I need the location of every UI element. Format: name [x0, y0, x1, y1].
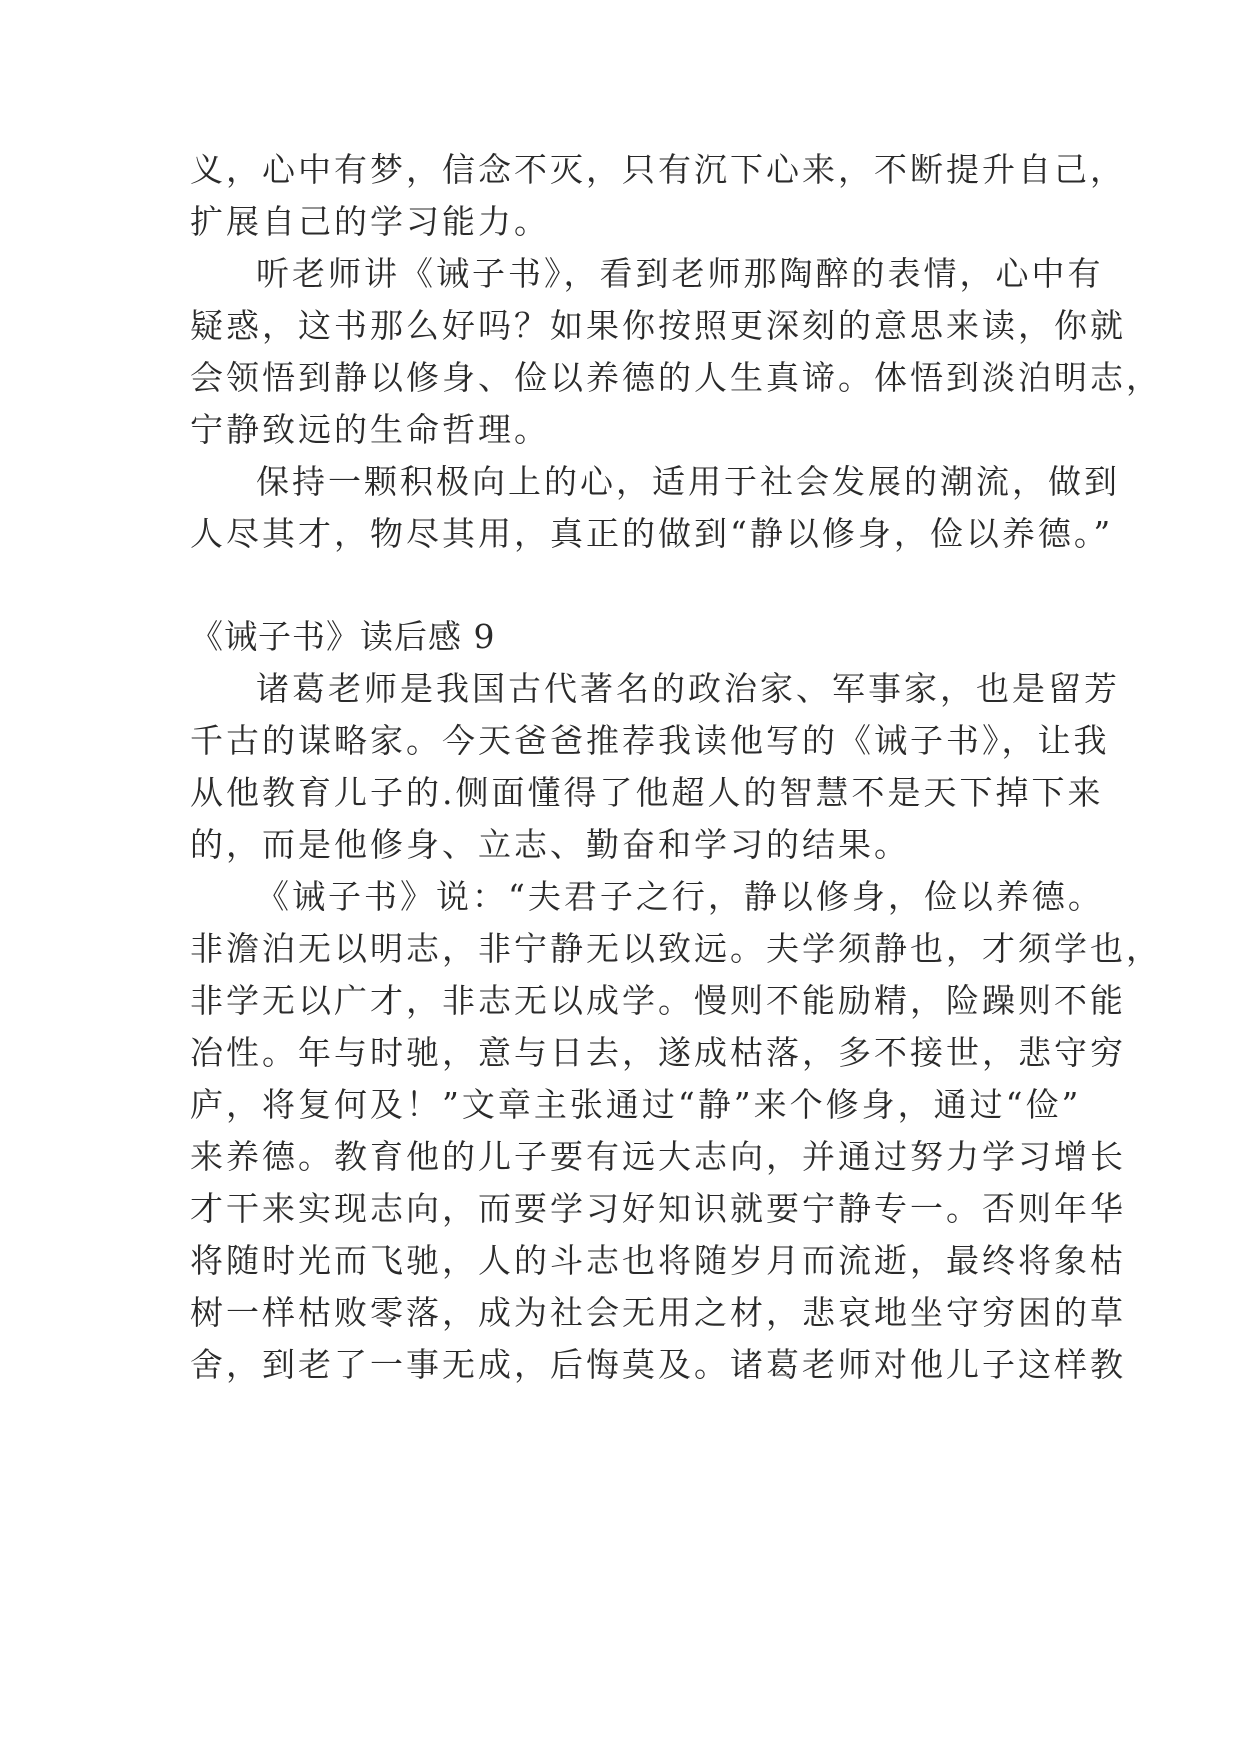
- text-line: 才干来实现志向，而要学习好知识就要宁静专一。否则年华: [190, 1189, 1126, 1228]
- text-line: 扩展自己的学习能力。: [190, 202, 550, 241]
- text-line: 树一样枯败零落，成为社会无用之材，悲哀地坐守穷困的草: [190, 1293, 1126, 1332]
- text-line: 《诫子书》说：“夫君子之行，静以修身，俭以养德。: [256, 877, 1104, 916]
- text-line: 疑惑，这书那么好吗？如果你按照更深刻的意思来读，你就: [190, 306, 1126, 345]
- text-line: 会领悟到静以修身、俭以养德的人生真谛。体悟到淡泊明志，: [190, 358, 1162, 397]
- text-line: 听老师讲《诫子书》，看到老师那陶醉的表情，心中有: [256, 254, 1104, 293]
- text-line: 非学无以广才，非志无以成学。慢则不能励精，险躁则不能: [190, 981, 1126, 1020]
- text-line: 来养德。教育他的儿子要有远大志向，并通过努力学习增长: [190, 1137, 1126, 1176]
- text-line: 诸葛老师是我国古代著名的政治家、军事家，也是留芳: [256, 669, 1120, 708]
- text-line: 从他教育儿子的.侧面懂得了他超人的智慧不是天下掉下来: [190, 773, 1104, 812]
- text-line: 将随时光而飞驰，人的斗志也将随岁月而流逝，最终将象枯: [190, 1241, 1126, 1280]
- text-line: 宁静致远的生命哲理。: [190, 410, 550, 449]
- text-line: 非澹泊无以明志，非宁静无以致远。夫学须静也，才须学也，: [190, 929, 1162, 968]
- text-line: 的，而是他修身、立志、勤奋和学习的结果。: [190, 825, 910, 864]
- text-line: 冶性。年与时驰，意与日去，遂成枯落，多不接世，悲守穷: [190, 1033, 1126, 1072]
- text-line: 保持一颗积极向上的心，适用于社会发展的潮流，做到: [256, 462, 1120, 501]
- text-line: 庐，将复何及！”文章主张通过“静”来个修身，通过“俭”: [190, 1085, 1082, 1124]
- section-title: 《诫子书》读后感 9: [190, 617, 496, 656]
- text-line: 人尽其才，物尽其用，真正的做到“静以修身，俭以养德。”: [190, 514, 1114, 553]
- text-line: 义，心中有梦，信念不灭，只有沉下心来，不断提升自己，: [190, 150, 1126, 189]
- text-line: 舍，到老了一事无成，后悔莫及。诸葛老师对他儿子这样教: [190, 1345, 1126, 1384]
- text-line: 千古的谋略家。今天爸爸推荐我读他写的《诫子书》，让我: [190, 721, 1110, 760]
